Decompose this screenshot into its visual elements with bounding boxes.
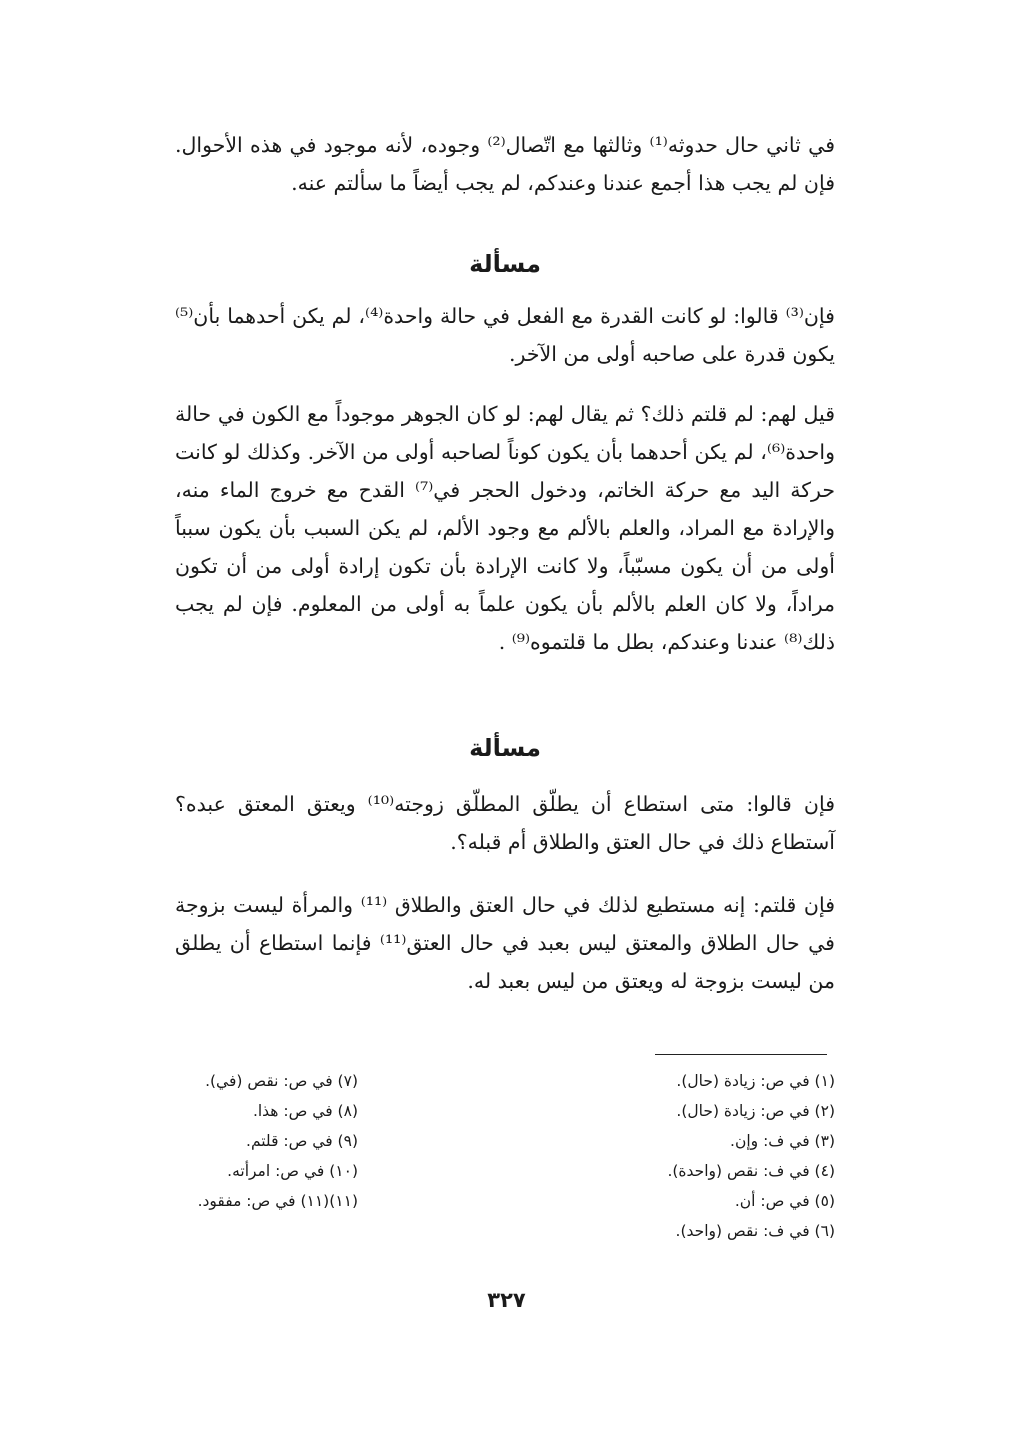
section-heading-1: مسألة	[469, 250, 541, 278]
footnote: (٤) في ف: نقص (واحدة).	[667, 1162, 835, 1180]
footnote: (٢) في ص: زيادة (حال).	[676, 1102, 835, 1120]
footnote: (٥) في ص: أن.	[734, 1192, 835, 1210]
footnote: (٩) في ص: قلتم.	[246, 1132, 358, 1150]
footnote: (٧) في ص: نقص (في).	[205, 1072, 358, 1090]
footnote: (٨) في ص: هذا.	[252, 1102, 358, 1120]
paragraph-1: في ثاني حال حدوثه⁽¹⁾ وثالثها مع اتّصال⁽²⁾ وجوده، لأنه موجود في هذه الأحوال. فإن لم يجب هذا أجمع عندنا وعندكم، لم يجب أيضاً ما سألتم عنه.	[175, 133, 836, 195]
paragraph-2: فإن⁽³⁾ قالوا: لو كانت القدرة مع الفعل في حالة واحدة⁽⁴⁾، لم يكن أحدهما بأن⁽⁵⁾ يكون قدرة على صاحبه أولى من الآخر.	[175, 304, 835, 366]
paragraph-4: فإن قالوا: متى استطاع أن يطلّق المطلّق زوجته⁽¹⁰⁾ ويعتق المعتق عبده؟ آستطاع ذلك في حال العتق والطلاق أم قبله؟.	[175, 792, 835, 854]
footnotes-left-column	[158, 1066, 358, 1216]
footnote: (٦) في ف: نقص (واحد).	[675, 1222, 835, 1240]
paragraph-5: فإن قلتم: إنه مستطيع لذلك في حال العتق والطلاق ⁽¹¹⁾ والمرأة ليست بزوجة في حال الطلاق والمعتق ليس بعبد في حال العتق⁽¹¹⁾ فإنما استطاع أن يطلق من ليست بزوجة له ويعتق من ليس بعبد له.	[175, 893, 835, 993]
footnote-separator	[655, 1054, 827, 1055]
paragraph-3: قيل لهم: لم قلتم ذلك؟ ثم يقال لهم: لو كان الجوهر موجوداً مع الكون في حالة واحدة⁽⁶⁾، لم يكن أحدهما بأن يكون كوناً لصاحبه أولى من الآخر. وكذلك لو كانت حركة اليد مع حركة الخاتم، ودخول الحجر في⁽⁷⁾ القدح مع خروج الماء منه، والإرادة مع المراد، والعلم بالألم مع وجود الألم، لم يكن السبب بأن يكون سبباً أولى من أن يكون مسبّباً، ولا كانت الإرادة بأن تكون إرادة أولى من أن تكون مراداً، ولا كان العلم بالألم بأن يكون علماً به أولى من المعلوم. فإن لم يجب ذلك⁽⁸⁾ عندنا وعندكم، بطل ما قلتموه⁽⁹⁾ .	[175, 402, 835, 654]
footnotes-right-column	[535, 1066, 835, 1246]
footnote: (١٠) في ص: امرأته.	[227, 1162, 358, 1180]
footnote: (١١)(١١) في ص: مفقود.	[197, 1192, 358, 1210]
page-number: ٣٢٧	[487, 1288, 526, 1312]
footnote: (١) في ص: زيادة (حال).	[676, 1072, 835, 1090]
footnote: (٣) في ف: وإن.	[730, 1132, 835, 1150]
section-heading-2: مسألة	[469, 734, 541, 762]
